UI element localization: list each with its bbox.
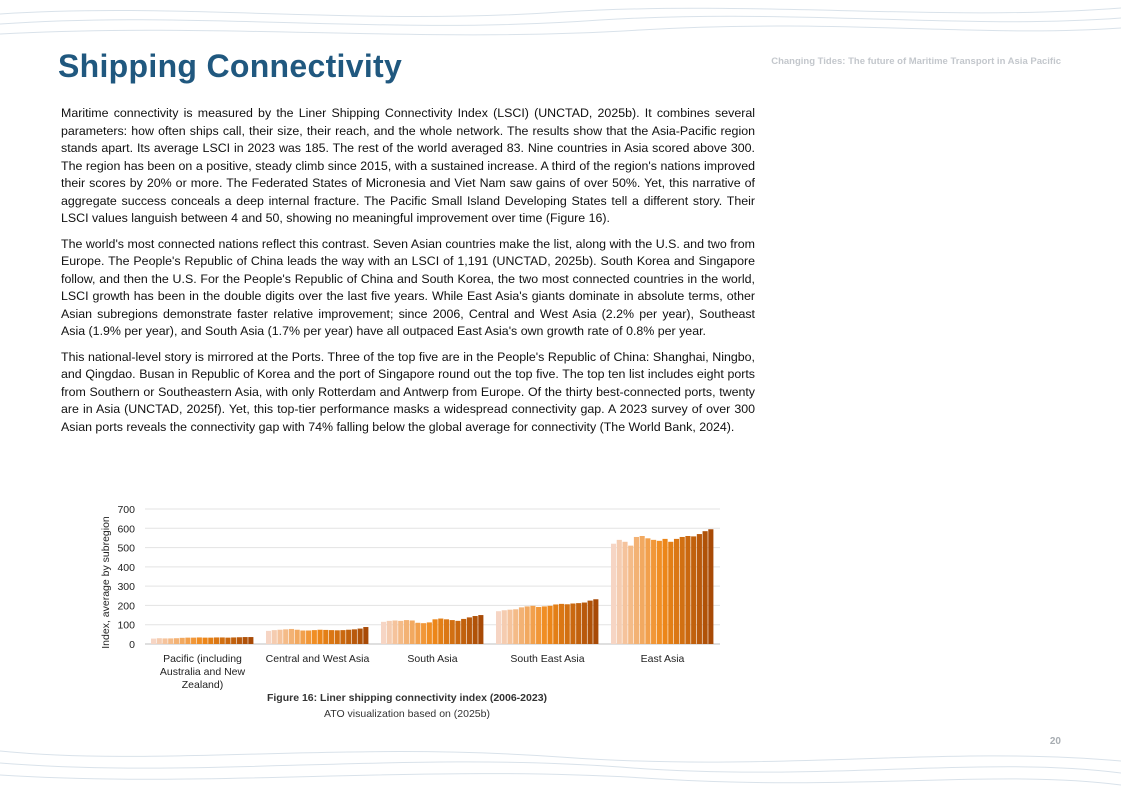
x-category-label: Pacific (including <box>163 653 242 665</box>
bar-2016 <box>553 604 558 644</box>
bar-2013 <box>306 631 311 645</box>
bar-2015 <box>548 606 553 644</box>
bar-2007 <box>502 610 507 644</box>
bar-2006 <box>151 639 156 644</box>
figure-caption: Figure 16: Liner shipping connectivity index (2006-2023) <box>266 692 548 704</box>
report-running-header: Changing Tides: The future of Maritime Transport in Asia Pacific <box>771 56 1061 67</box>
bar-2020 <box>576 603 581 644</box>
lsci-bar-chart <box>95 500 735 700</box>
bar-2012 <box>185 638 190 644</box>
bar-2011 <box>295 630 300 644</box>
bar-2015 <box>203 638 208 644</box>
bar-2010 <box>519 607 524 644</box>
bar-2010 <box>634 537 639 644</box>
bar-2006 <box>611 544 616 644</box>
bar-2009 <box>283 629 288 644</box>
bar-2014 <box>542 606 547 644</box>
bar-2012 <box>300 631 305 645</box>
bar-2019 <box>455 621 460 644</box>
bar-2012 <box>415 623 420 644</box>
page-number: 20 <box>1049 736 1061 747</box>
bar-2007 <box>272 630 277 644</box>
bar-2011 <box>640 536 645 644</box>
y-tick-label: 400 <box>117 561 135 574</box>
bar-2014 <box>657 541 662 644</box>
x-category-label: Central and West Asia <box>265 653 370 665</box>
bar-2008 <box>507 610 512 644</box>
bar-2008 <box>162 638 167 644</box>
bar-2017 <box>329 630 334 644</box>
bar-2022 <box>588 601 593 644</box>
y-tick-label: 600 <box>117 523 135 536</box>
x-category-label: South East Asia <box>510 653 585 665</box>
bar-2010 <box>404 620 409 644</box>
bar-2022 <box>358 629 363 644</box>
bar-2023 <box>708 529 713 644</box>
bar-2017 <box>444 619 449 644</box>
bar-2019 <box>570 604 575 645</box>
bar-2018 <box>565 604 570 644</box>
bottom-wave-decoration <box>0 733 1121 793</box>
x-category-label: Zealand) <box>181 679 224 691</box>
top-wave-decoration <box>0 0 1121 50</box>
bar-2018 <box>220 637 225 644</box>
bar-2009 <box>628 546 633 644</box>
y-tick-label: 700 <box>117 504 135 516</box>
bar-2007 <box>387 621 392 644</box>
bar-2014 <box>197 637 202 644</box>
bar-2017 <box>559 604 564 644</box>
bar-2010 <box>289 629 294 644</box>
y-tick-label: 200 <box>117 600 135 613</box>
bar-2017 <box>674 539 679 644</box>
bar-2020 <box>461 619 466 644</box>
paragraph-3: This national-level story is mirrored at the Ports. Three of the top five are in the People's Republic of China: Shanghai, Ningbo, and Qingdao. Busan in Republic of Korea and the port of Singapore round out the top five. The top ten list includes eight ports from Southern or Southeastern Asia, with only Rotterdam and Antwerp from Europe. Of the thirty best-connected ports, twenty are in Asia (UNCTAD, 2025f). Yet, this top-tier performance masks a widespread connectivity gap. A 2023 survey of over 300 Asian ports reveals the connectivity gap with 74% falling below the global average for connectivity (The World Bank, 2024). <box>61 349 755 434</box>
bar-2018 <box>680 537 685 644</box>
bar-2022 <box>243 637 248 644</box>
bar-2021 <box>582 603 587 644</box>
bar-2019 <box>340 630 345 644</box>
bar-2006 <box>381 622 386 644</box>
bar-2023 <box>363 627 368 644</box>
bar-2008 <box>277 630 282 644</box>
bar-2023 <box>593 599 598 644</box>
paragraph-1: Maritime connectivity is measured by the Liner Shipping Connectivity Index (LSCI) (UNCTAD, 2025b). It combines several parameters: how often ships call, their size, their reach, and the whole network. The results show that the Asia-Pacific region stands apart. Its average LSCI in 2023 was 185. The rest of the world averaged 83. Nine countries in Asia scored above 300. The region has been on a positive, steady climb since 2015, with a sustained increase. A third of the region's nations improved their scores by 20% or more. The Federated States of Micronesia and Viet Nam saw gains of over 50%. Yet, this narrative of aggregate success conceals a deep internal fracture. The Pacific Small Island Developing States tell a different story. Their LSCI values languish between 4 and 50, showing no meaningful improvement over time (Figure 16). <box>61 106 755 225</box>
bar-2021 <box>697 534 702 644</box>
bar-2021 <box>237 637 242 644</box>
bar-2013 <box>191 638 196 644</box>
bar-2020 <box>231 637 236 644</box>
x-category-label: South Asia <box>407 653 458 665</box>
bar-2016 <box>668 542 673 644</box>
bar-2011 <box>180 638 185 644</box>
bar-2016 <box>323 630 328 644</box>
bar-2007 <box>617 540 622 644</box>
bar-2013 <box>421 623 426 644</box>
bar-2011 <box>410 620 415 644</box>
bar-2021 <box>467 617 472 644</box>
bar-2013 <box>536 607 541 644</box>
bar-2016 <box>438 619 443 644</box>
y-tick-label: 100 <box>117 619 135 632</box>
bar-2022 <box>473 616 478 644</box>
bar-2012 <box>530 606 535 644</box>
bar-2014 <box>427 622 432 644</box>
bar-2016 <box>208 638 213 644</box>
bar-2017 <box>214 637 219 644</box>
bar-2023 <box>478 615 483 644</box>
bar-2010 <box>174 638 179 644</box>
y-tick-label: 0 <box>129 639 135 651</box>
bar-2020 <box>691 536 696 644</box>
bar-2023 <box>248 637 253 644</box>
bar-2009 <box>513 609 518 644</box>
bar-2018 <box>335 630 340 644</box>
bar-2008 <box>622 542 627 644</box>
chart-canvas <box>95 500 735 700</box>
bar-2007 <box>157 638 162 644</box>
bar-2019 <box>685 536 690 644</box>
bar-2019 <box>225 638 230 644</box>
bar-2006 <box>266 631 271 644</box>
body-text <box>61 105 755 444</box>
y-tick-label: 300 <box>117 581 135 594</box>
bar-2011 <box>525 606 530 644</box>
bar-2015 <box>433 619 438 644</box>
bar-2021 <box>352 629 357 644</box>
bar-2020 <box>346 630 351 644</box>
y-tick-label: 500 <box>117 542 135 555</box>
bar-2006 <box>496 611 501 644</box>
bar-2022 <box>703 531 708 644</box>
bar-2015 <box>663 539 668 644</box>
bar-2009 <box>398 621 403 644</box>
x-category-label: Australia and New <box>159 666 246 678</box>
y-axis-label: Index, average by subregion <box>100 516 112 649</box>
bar-2008 <box>392 620 397 644</box>
paragraph-2: The world's most connected nations reflect this contrast. Seven Asian countries make the list, along with the U.S. and two from Europe. The People's Republic of China leads the way with an LSCI of 1,191 (UNCTAD, 2025b). South Korea and Singapore follow, and then the U.S. For the People's Republic of China and South Korea, the two most connected countries in the world, LSCI growth has been in the double digits over the last five years. While East Asia's giants dominate in absolute terms, other Asian subregions demonstrate faster relative improvement; since 2006, Central and West Asia (2.2% per year), Southeast Asia (1.9% per year), and South Asia (1.7% per year) have all outpaced East Asia's own growth rate of 0.8% per year. <box>61 236 755 338</box>
bar-2015 <box>318 630 323 644</box>
figure-source: ATO visualization based on (2025b) <box>324 708 490 720</box>
bar-2009 <box>168 638 173 644</box>
bar-2014 <box>312 630 317 644</box>
page-title: Shipping Connectivity <box>58 48 403 84</box>
bar-2013 <box>651 540 656 644</box>
bar-2018 <box>450 620 455 644</box>
bar-2012 <box>645 538 650 644</box>
x-category-label: East Asia <box>640 653 685 665</box>
